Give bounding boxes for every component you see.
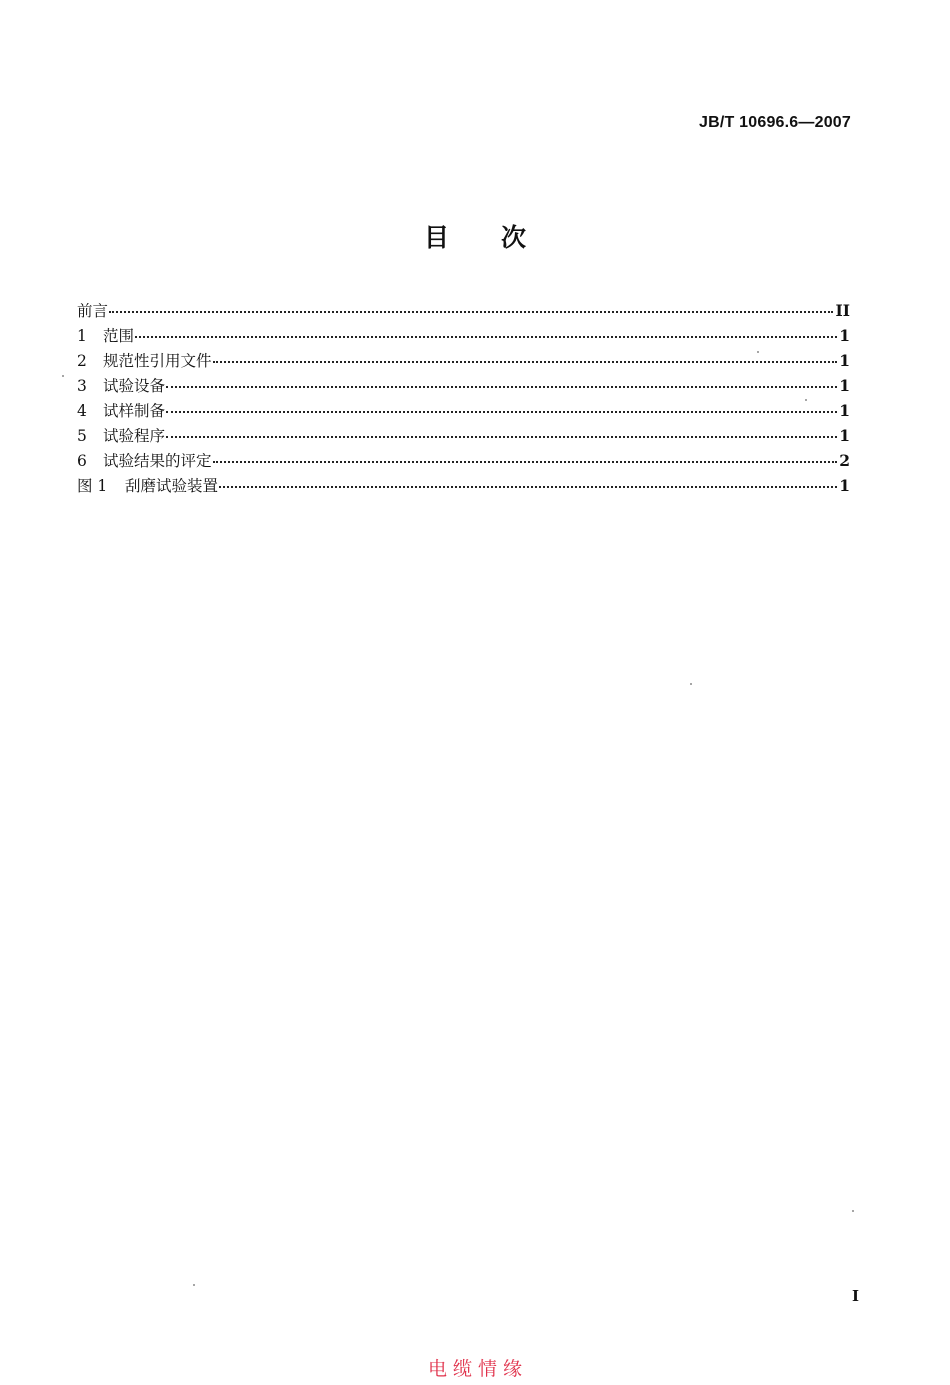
toc-entry-label: 试样制备 <box>103 402 166 420</box>
toc-entry-label: 范围 <box>103 327 135 345</box>
toc-leader-dots <box>166 386 837 388</box>
toc-entry-page: II <box>835 301 850 320</box>
scan-speck <box>805 399 807 401</box>
toc-entry-page: 1 <box>839 376 850 395</box>
toc-entry-number: 4 <box>77 402 87 420</box>
toc-leader-dots <box>166 436 837 438</box>
toc-entry-label: 试验结果的评定 <box>103 452 212 470</box>
scan-speck <box>690 683 692 685</box>
toc-entry-page: 1 <box>839 401 850 420</box>
scan-speck <box>757 351 759 353</box>
toc-entry-label: 前言 <box>77 302 109 320</box>
toc-entry-label: 试验设备 <box>103 377 166 395</box>
toc-leader-dots <box>135 336 837 338</box>
toc-entry-label: 规范性引用文件 <box>103 352 212 370</box>
toc-entry-page: 2 <box>839 451 850 470</box>
toc-entry-test-equipment[interactable] <box>77 374 850 399</box>
toc-entry-test-procedure[interactable] <box>77 424 850 449</box>
toc-leader-dots <box>213 361 838 363</box>
scan-speck <box>193 1284 195 1286</box>
toc-entry-number: 3 <box>77 377 87 395</box>
toc-entry-specimen-preparation[interactable] <box>77 399 850 424</box>
toc-entry-evaluation[interactable] <box>77 449 850 474</box>
toc-leader-dots <box>109 311 833 313</box>
watermark-text: 电缆情缘 <box>427 1358 528 1380</box>
toc-entry-number: 1 <box>77 327 87 345</box>
toc-leader-dots <box>219 486 837 488</box>
table-of-contents <box>77 299 850 499</box>
scan-speck <box>852 1210 854 1212</box>
scan-speck <box>62 375 64 377</box>
toc-entry-foreword[interactable] <box>77 299 850 324</box>
page-number: I <box>851 1287 859 1305</box>
toc-entry-page: 1 <box>839 326 850 345</box>
toc-entry-label: 试验程序 <box>103 427 166 445</box>
toc-entry-number: 6 <box>77 452 87 470</box>
toc-entry-page: 1 <box>839 351 850 370</box>
toc-entry-page: 1 <box>839 476 850 495</box>
toc-leader-dots <box>213 461 838 463</box>
toc-entry-scope[interactable] <box>77 324 850 349</box>
toc-entry-figure-1[interactable] <box>77 474 850 499</box>
toc-entry-number: 2 <box>77 352 87 370</box>
toc-entry-number: 5 <box>77 427 87 445</box>
toc-leader-dots <box>166 411 837 413</box>
toc-entry-number: 图 1 <box>77 477 108 495</box>
toc-entry-label: 刮磨试验装置 <box>125 477 219 495</box>
page-title: 目次 <box>423 223 578 252</box>
toc-entry-page: 1 <box>839 426 850 445</box>
toc-entry-normative-references[interactable] <box>77 349 850 374</box>
standard-number: JB/T 10696.6—2007 <box>699 114 851 131</box>
